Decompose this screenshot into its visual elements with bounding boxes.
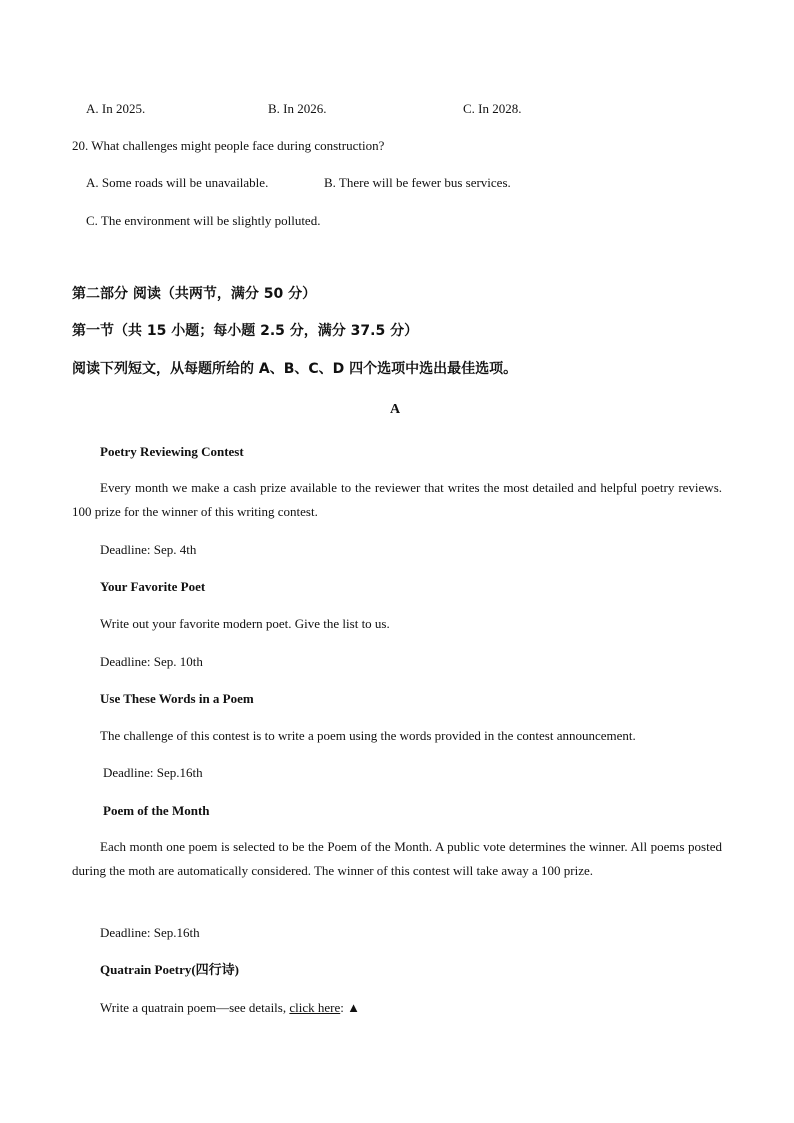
contest-body-use-words: The challenge of this contest is to write a poem using the words provided in the contest announcement.: [100, 728, 636, 743]
contest-body-poem-of-month: Each month one poem is selected to be the Poem of the Month. A public vote determines the winner. All poems posted during the moth are automatically considered. The winner of this contest will take away a 100 prize.: [72, 839, 722, 878]
quatrain-body-suffix: : ▲: [340, 1000, 360, 1015]
option-20-b: B. There will be fewer bus services.: [324, 175, 511, 190]
contest-deadline-poetry-reviewing: Deadline: Sep. 4th: [100, 542, 197, 557]
click-here-link[interactable]: click here: [289, 1000, 341, 1015]
question-20: 20. What challenges might people face during construction?: [72, 138, 385, 153]
section1-title: 第一节（共 15 小题；每小题 2.5 分，满分 37.5 分）: [72, 323, 419, 339]
contest-deadline-favorite-poet: Deadline: Sep. 10th: [100, 654, 203, 669]
part2-title: 第二部分 阅读（共两节，满分 50 分）: [72, 286, 317, 302]
contest-title-poetry-reviewing: Poetry Reviewing Contest: [100, 444, 244, 459]
contest-title-poem-of-month: Poem of the Month: [103, 803, 210, 818]
contest-title-favorite-poet: Your Favorite Poet: [100, 579, 206, 594]
contest-deadline-poem-of-month: Deadline: Sep.16th: [100, 925, 200, 940]
passage-label: A: [390, 402, 401, 417]
option-20-a: A. Some roads will be unavailable.: [86, 175, 269, 190]
contest-title-use-words: Use These Words in a Poem: [100, 691, 254, 706]
quatrain-body-prefix: Write a quatrain poem—see details,: [100, 1000, 290, 1015]
contest-body-favorite-poet: Write out your favorite modern poet. Give the list to us.: [100, 616, 390, 631]
option-20-c: C. The environment will be slightly polluted.: [86, 213, 321, 228]
contest-body-quatrain: [100, 1000, 360, 1016]
contest-title-quatrain: Quatrain Poetry(四行诗): [100, 962, 240, 977]
option-19-c: C. In 2028.: [463, 101, 522, 116]
option-19-b: B. In 2026.: [268, 101, 327, 116]
option-19-a: A. In 2025.: [86, 101, 146, 116]
contest-deadline-use-words: Deadline: Sep.16th: [103, 765, 203, 780]
reading-instruction: 阅读下列短文，从每题所给的 A、B、C、D 四个选项中选出最佳选项。: [72, 361, 518, 377]
contest-body-poetry-reviewing: Every month we make a cash prize available to the reviewer that writes the most detailed and helpful poetry reviews. 100 prize for the winner of this writing contest.: [72, 480, 722, 519]
